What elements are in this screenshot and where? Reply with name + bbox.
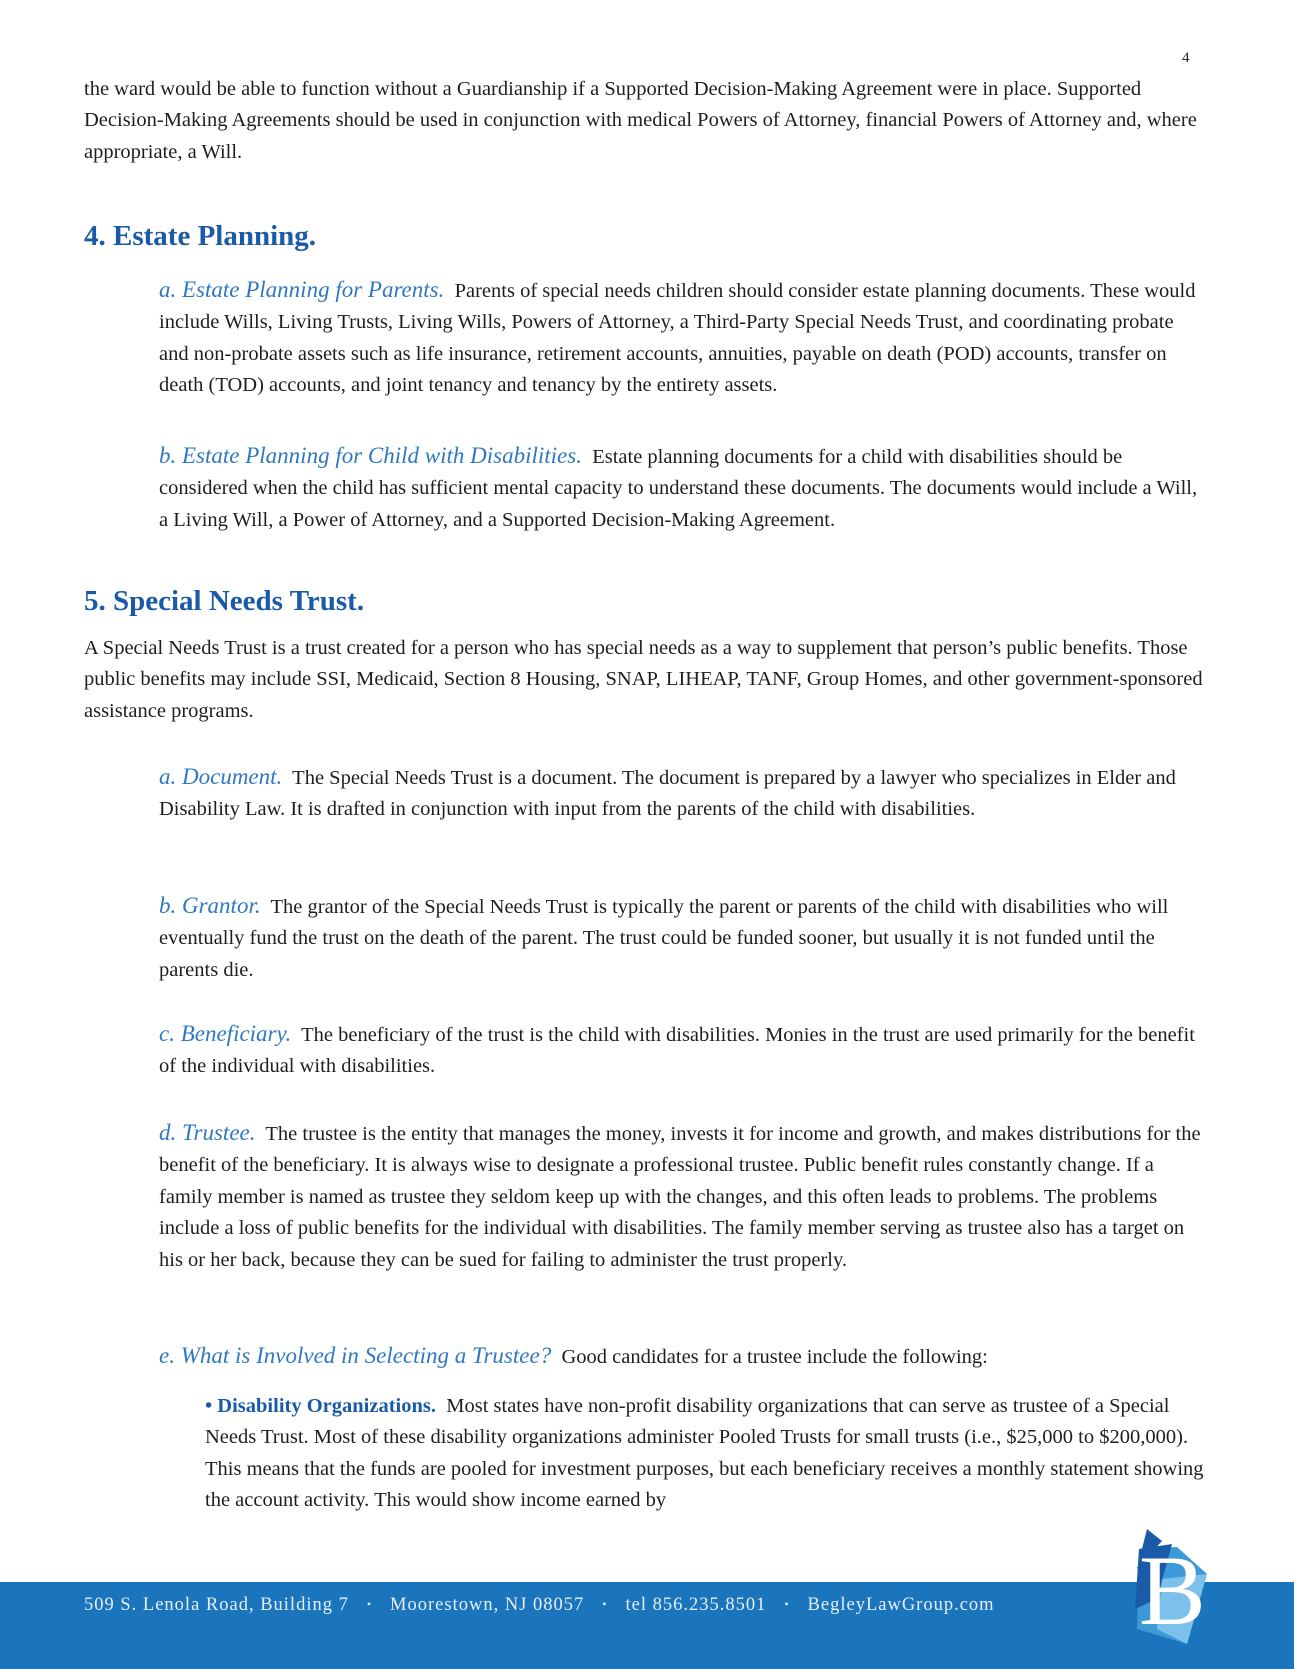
- estate-planning-parents: [159, 274, 1205, 402]
- beneficiary-subsection: [159, 1018, 1205, 1083]
- subsection-label: a. Document.: [159, 764, 283, 789]
- bullet-text: Most states have non-profit disability organizations that can serve as trustee of a Special Needs Trust. Most of these disability organizations administer Pooled Trusts for small trusts (i.e., $25,000 to $200,000). This means that the funds are pooled for investment purposes, but each beneficiary receives a monthly statement showing the account activity. This would show income earned by: [205, 1395, 1204, 1512]
- svg-text:B: B: [1139, 1535, 1206, 1644]
- footer-website[interactable]: BegleyLawGroup.com: [807, 1595, 995, 1615]
- footer-address: 509 S. Lenola Road, Building 7: [84, 1595, 349, 1615]
- subsection-text: The grantor of the Special Needs Trust is typically the parent or parents of the child with disabilities who will eventually fund the trust on the death of the parent. The trust could be funded sooner, but usually it is not funded until the parents die.: [159, 896, 1169, 981]
- intro-paragraph: the ward would be able to function without a Guardianship if a Supported Decision-Making Agreement were in place. Supported Decision-Making Agreements should be used in conjunction with medical Powers of Attorney, financial Powers of Attorney and, where appropriate, a Will.: [84, 78, 1197, 163]
- subsection-label: b. Estate Planning for Child with Disabilities.: [159, 443, 582, 468]
- subsection-label: c. Beneficiary.: [159, 1021, 292, 1046]
- separator-dot: •: [366, 1597, 373, 1611]
- subsection-text: The Special Needs Trust is a document. The document is prepared by a lawyer who specializes in Elder and Disability Law. It is drafted in conjunction with input from the parents of the child with disabilities.: [159, 767, 1176, 821]
- selecting-trustee-subsection: [159, 1340, 1205, 1373]
- subsection-text: Good candidates for a trustee include the following:: [561, 1346, 988, 1368]
- document-subsection: [159, 761, 1205, 826]
- page-number: 4: [1182, 50, 1190, 66]
- subsection-text: The trustee is the entity that manages the money, invests it for income and growth, and makes distributions for the benefit of the beneficiary. It is always wise to designate a professional trustee. Public benefit rules constantly change. If a family member is named as trustee they seldom keep up with the changes, and this often leads to problems. The problems include a loss of public benefits for the individual with disabilities. The family member serving as trustee also has a target on his or her back, because they can be sued for failing to administer the trust properly.: [159, 1123, 1201, 1271]
- separator-dot: •: [784, 1597, 790, 1611]
- separator-dot: •: [602, 1597, 608, 1611]
- section-5-heading: 5. Special Needs Trust.: [84, 585, 365, 617]
- subsection-label: e. What is Involved in Selecting a Trustee?: [159, 1343, 552, 1368]
- subsection-label: d. Trustee.: [159, 1120, 256, 1145]
- footer-contact: [84, 1595, 995, 1616]
- estate-planning-child: [159, 440, 1205, 536]
- subsection-text: Parents of special needs children should consider estate planning documents. These would include Wills, Living Trusts, Living Wills, Powers of Attorney, a Third-Party Special Needs Trust, and coordinating probate and non-probate assets such as life insurance, retirement accounts, annuities, payable on death (POD) accounts, transfer on death (TOD) accounts, and joint tenancy and tenancy by the entirety assets.: [159, 280, 1196, 397]
- subsection-text: Estate planning documents for a child with disabilities should be considered when the child has sufficient mental capacity to understand these documents. The documents would include a Will, a Living Will, a Power of Attorney, and a Supported Decision-Making Agreement.: [159, 446, 1198, 531]
- subsection-label: a. Estate Planning for Parents.: [159, 277, 445, 302]
- bullet-label: • Disability Organizations.: [205, 1395, 436, 1417]
- bullet-disability-organizations: [205, 1391, 1205, 1517]
- subsection-text: The beneficiary of the trust is the child with disabilities. Monies in the trust are used primarily for the benefit of the individual with disabilities.: [159, 1024, 1195, 1078]
- trustee-subsection: [159, 1117, 1205, 1276]
- subsection-label: b. Grantor.: [159, 893, 261, 918]
- grantor-subsection: [159, 890, 1205, 986]
- footer-city: Moorestown, NJ 08057: [390, 1595, 585, 1615]
- special-needs-intro: A Special Needs Trust is a trust created for a person who has special needs as a way to supplement that person’s public benefits. Those public benefits may include SSI, Medicaid, Section 8 Housing, SNAP, LIHEAP, TANF, Group Homes, and other government-sponsored assistance programs.: [84, 637, 1203, 722]
- footer-phone: tel 856.235.8501: [625, 1595, 767, 1615]
- begley-logo-icon: [1117, 1529, 1217, 1644]
- section-4-heading: 4. Estate Planning.: [84, 220, 317, 252]
